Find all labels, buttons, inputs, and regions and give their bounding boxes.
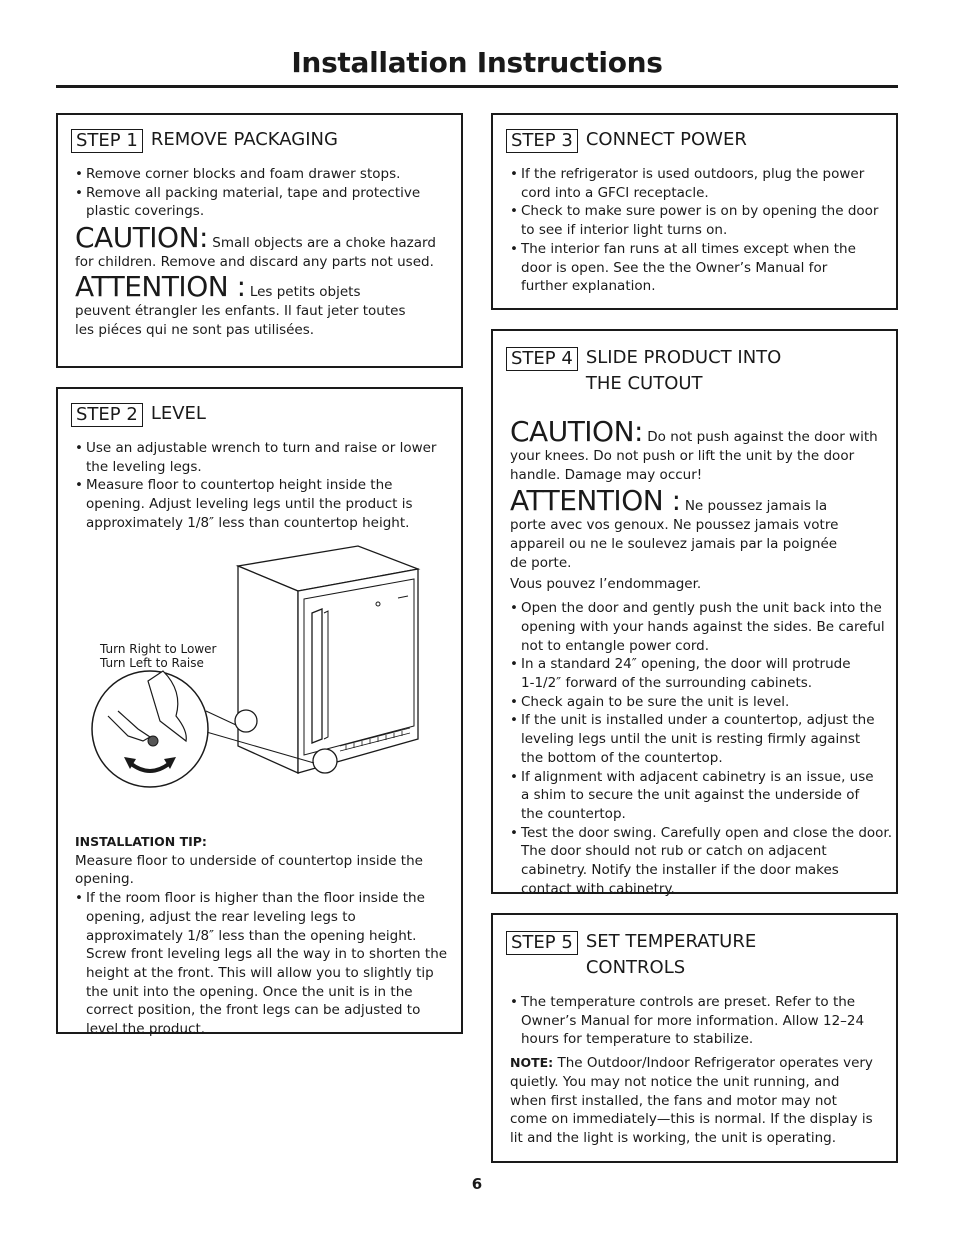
step4-bullet: • If the unit is installed under a countertop, adjust the leveling legs until the unit is resting firmly against the bottom of the countertop. (510, 711, 876, 767)
step2-box (56, 387, 463, 1038)
page-number: 6 (471, 1175, 483, 1193)
step2-title: LEVEL (150, 403, 206, 424)
step2-tip (75, 833, 450, 1039)
step1-attention-text: Les petits objets peuvent étrangler les enfants. Il faut jeter toutes les piéces qui ne sont pas utilisées. (75, 283, 406, 338)
step3-bullet: • The interior fan runs at all times except when the door is open. See the the Owner’s Manual for further explanation. (510, 240, 871, 296)
fridge-side (238, 566, 298, 773)
step4-bullet: • Open the door and gently push the unit back into the opening with your hands against the sides. Be careful not to entangle power cord. (510, 599, 892, 655)
step2-tag: STEP 2 (71, 403, 143, 427)
step4-caution-text: Do not push against the door with your knees. Do not push or lift the unit by the door handle. Damage may occur! (510, 429, 878, 483)
step2-content (75, 439, 455, 533)
step1-attention-label: ATTENTION : (75, 269, 246, 303)
step5-bullet: • The temperature controls are preset. Refer to the Owner’s Manual for more information. Allow 12–24 hours for temperature to stabilize. (510, 993, 866, 1049)
step1-title: REMOVE PACKAGING (150, 129, 338, 150)
step3-bullet: • If the refrigerator is used outdoors, plug the power cord into a GFCI receptacle. (510, 165, 890, 202)
step4-title-line2: THE CUTOUT (585, 373, 703, 394)
step4-caution-label: CAUTION: (510, 415, 643, 448)
step1-header (71, 129, 338, 153)
step4-caution (510, 417, 880, 484)
step3-tag: STEP 3 (506, 129, 578, 153)
step4-bullet: • Test the door swing. Carefully open and close the door. The door should not rub or catch on adjacent cabinetry. Notify the installer if the door makes contact with cabinetry. (510, 824, 892, 899)
title-rule (56, 85, 898, 88)
step5-note (510, 1054, 878, 1148)
step5-header (506, 931, 756, 981)
step5-content (510, 993, 885, 1148)
step2-bullet: • Use an adjustable wrench to turn and raise or lower the leveling legs. (75, 439, 455, 476)
step4-tag: STEP 4 (506, 347, 578, 371)
page-title: Installation Instructions (291, 46, 663, 79)
step4-bullet: • Check again to be sure the unit is level. (510, 693, 892, 712)
step1-bullet: • Remove corner blocks and foam drawer stops. (75, 165, 455, 184)
step4-attention-label: ATTENTION : (510, 484, 681, 518)
step4-bullet: • If alignment with adjacent cabinetry is an issue, use a shim to secure the unit against the underside of the countertop. (510, 768, 876, 824)
step2-header (71, 403, 206, 427)
step5-box (491, 913, 898, 1163)
tip-label: INSTALLATION TIP: (75, 834, 207, 849)
step4-bullet: • In a standard 24″ opening, the door will protrude 1-1/2″ forward of the surrounding cabinets. (510, 655, 861, 692)
door-handle (312, 609, 322, 743)
step1-caution-text: Small objects are a choke hazard for children. Remove and discard any parts not used. (75, 235, 436, 271)
tip-bullet: • If the room floor is higher than the floor inside the opening, adjust the rear leveling legs to approximately 1/8″ less than the opening height. Screw front leveling legs all the way in to shorten the height at the front. This will allow you to slightly tip the unit into the opening. Once the unit is in the correct position, the front legs can be adjusted to level the product. (75, 889, 450, 1039)
step5-title-line2: CONTROLS (585, 957, 686, 978)
step5-tag: STEP 5 (506, 931, 578, 955)
step4-content (510, 417, 892, 898)
step4-attention-text-2: Vous pouvez l’endommager. (510, 575, 702, 592)
step2-bullet: • Measure floor to countertop height inside the opening. Adjust leveling legs until the product is approximately 1/8″ less than countertop height. (75, 476, 455, 532)
step4-attention-text: Ne poussez jamais la porte avec vos genoux. Ne poussez jamais votre appareil ou ne le soulevez jamais par la poignée de porte. (510, 498, 839, 571)
step5-title-line1: SET TEMPERATURE (585, 931, 757, 952)
step3-content (510, 165, 890, 296)
step4-attention (510, 486, 855, 572)
tip-text: Measure floor to underside of countertop inside the opening. (75, 852, 423, 888)
step3-title: CONNECT POWER (585, 129, 747, 150)
step3-header (506, 129, 747, 153)
step1-caution-label: CAUTION: (75, 221, 208, 255)
step3-box (491, 113, 898, 310)
step1-attention (75, 269, 415, 339)
step1-caution (75, 223, 455, 272)
note-label: NOTE: (510, 1055, 554, 1071)
note-text: The Outdoor/Indoor Refrigerator operates very quietly. You may not notice the unit running, and when first installed, the fans and motor may not come on immediately—this is normal. If the display is lit and the light is working, the unit is operating. (510, 1055, 873, 1146)
front-leg-callout (313, 749, 337, 773)
step4-title (586, 345, 782, 397)
step1-tag: STEP 1 (71, 129, 143, 153)
step1-content (75, 165, 455, 339)
step5-title (586, 929, 756, 981)
step4-header (506, 347, 781, 397)
step4-box (491, 329, 898, 897)
step1-bullet: • Remove all packing material, tape and protective plastic coverings. (75, 184, 455, 221)
step3-bullet: • Check to make sure power is on by opening the door to see if interior light turns on. (510, 202, 890, 239)
rear-leg-callout (235, 710, 257, 732)
diagram-label-lower: Turn Right to Lower (100, 642, 217, 656)
step4-title-line1: SLIDE PRODUCT INTO (585, 347, 782, 368)
diagram-label-raise: Turn Left to Raise (100, 656, 204, 670)
step1-box (56, 113, 463, 368)
